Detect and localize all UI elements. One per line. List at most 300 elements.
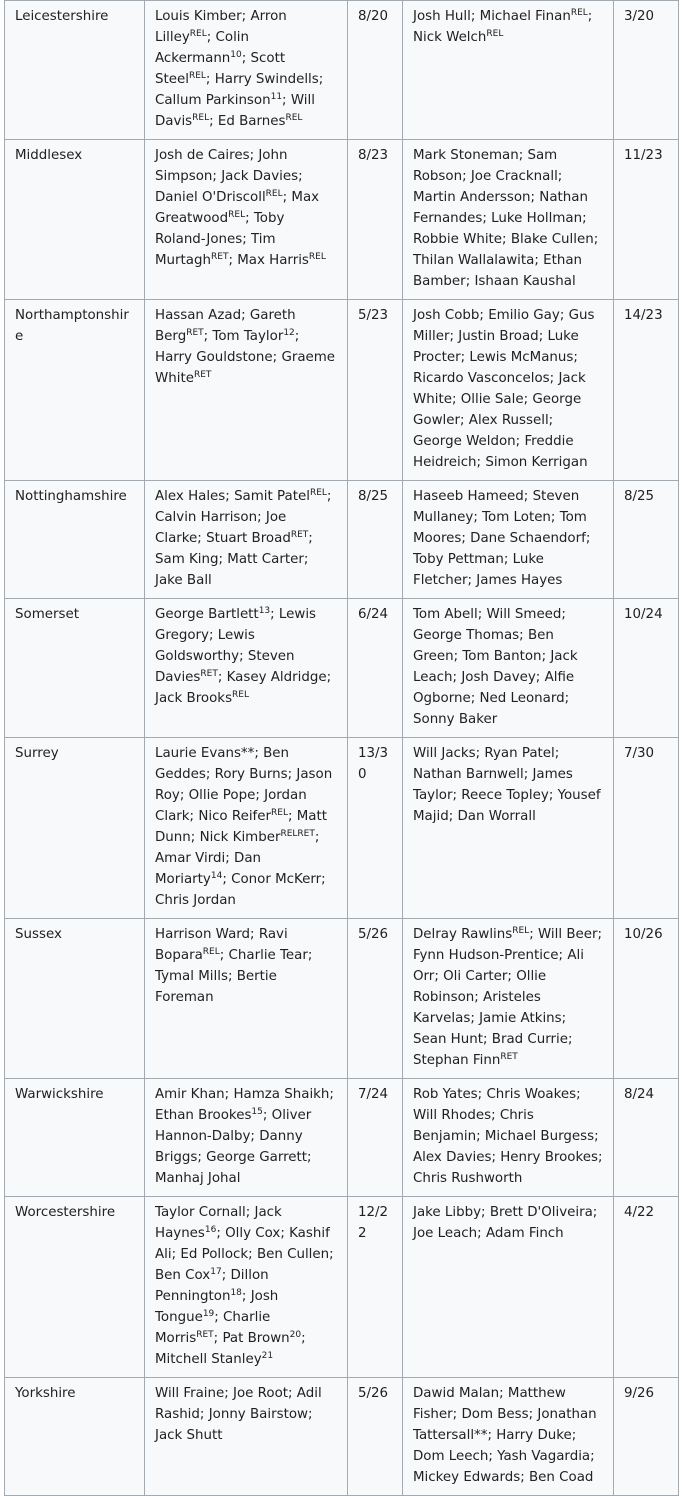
player-name: Tom Abell [413, 607, 478, 622]
separator: ; [241, 51, 251, 66]
player-name: Will Fraine [155, 1386, 225, 1401]
separator: ; [434, 969, 444, 984]
player-name: Josh Davey [461, 670, 536, 685]
table-row [5, 481, 679, 599]
player-name: Josh Cobb [413, 308, 480, 323]
out-count-cell: 11/23 [614, 140, 679, 300]
player-name: Yash Vagardia [497, 1449, 591, 1464]
separator: ; [329, 1247, 334, 1262]
separator: ; [228, 253, 238, 268]
table-row [5, 1197, 679, 1378]
players-in-cell [145, 1378, 348, 1496]
separator: ; [189, 809, 199, 824]
player-name: Luke Fletcher [413, 552, 544, 588]
players-in-cell [145, 599, 348, 738]
separator: ; [541, 649, 551, 664]
player-note: REL [202, 947, 220, 957]
separator: ; [487, 1428, 497, 1443]
separator: ; [538, 329, 548, 344]
player-name: Tom Moores [413, 510, 587, 546]
out-count-cell: 10/24 [614, 599, 679, 738]
separator: ; [326, 489, 332, 504]
player-note: REL [308, 252, 326, 262]
separator: ; [548, 788, 558, 803]
players-in-cell [145, 738, 348, 919]
player-note: 18 [230, 1288, 242, 1298]
player-name: Taylor Cornall [155, 1205, 246, 1220]
player-name: Ryan Patel [484, 746, 555, 761]
separator: ; [561, 1011, 567, 1026]
player-name: George Bartlett [155, 607, 259, 622]
separator: ; [448, 809, 458, 824]
players-in-cell [145, 300, 348, 481]
table-row [5, 1, 679, 140]
players-out-cell [403, 1197, 614, 1378]
player-name: Dan Moriarty [155, 851, 262, 887]
in-count-cell: 5/26 [348, 919, 403, 1079]
separator: ; [239, 649, 248, 664]
player-name: Josh de Caires [155, 148, 250, 163]
player-name: Michael Finan [479, 9, 571, 24]
out-count-cell: 3/20 [614, 1, 679, 140]
separator: ; [460, 413, 469, 428]
player-name: Danny Briggs [155, 1129, 303, 1165]
separator: ; [597, 927, 603, 942]
player-name: Ishaan Kaushal [474, 274, 576, 289]
player-note: REL [232, 690, 250, 700]
player-name: Will Beer [537, 927, 598, 942]
player-name: Steven Mullaney [413, 489, 580, 525]
player-note: 14 [210, 871, 223, 881]
players-out-cell [403, 919, 614, 1079]
player-name: Luke Procter [413, 329, 579, 365]
player-name: Dom Bess [461, 1407, 529, 1422]
player-name: Tim Murtagh [155, 232, 276, 268]
separator: ; [554, 746, 560, 761]
player-name: Rory Burns [214, 767, 288, 782]
separator: ; [477, 1226, 486, 1241]
separator: ; [453, 649, 463, 664]
separator: ; [479, 308, 489, 323]
county-cell: Warwickshire [5, 1079, 145, 1197]
player-name: Ali Orr [413, 948, 584, 984]
separator: ; [208, 628, 218, 643]
separator: ; [307, 948, 313, 963]
player-note: RET [290, 530, 309, 540]
separator: ; [470, 1011, 480, 1026]
separator: ; [217, 670, 227, 685]
separator: ; [593, 232, 599, 247]
separator: ; [307, 1407, 313, 1422]
player-name: Robbie White [413, 232, 503, 247]
player-name: Graeme White [155, 350, 336, 386]
player-name: Brett D'Oliveira [489, 1205, 593, 1220]
player-name: George Gowler [413, 392, 582, 428]
county-cell: Yorkshire [5, 1378, 145, 1496]
player-name: Toby Pettman [413, 552, 504, 567]
player-note: RET [193, 370, 212, 380]
player-name: Daniel O'Driscoll [155, 190, 266, 205]
out-count-cell: 8/24 [614, 1079, 679, 1197]
player-name: Jack Brooks [155, 691, 233, 706]
player-name: Alex Russell [468, 413, 549, 428]
county-cell: Somerset [5, 599, 145, 738]
player-note: REL [265, 189, 283, 199]
separator: ; [518, 148, 528, 163]
players-out-cell [403, 599, 614, 738]
separator: ; [451, 392, 461, 407]
player-name: Chris Woakes [486, 1087, 577, 1102]
player-name: Hassan Azad [155, 308, 242, 323]
separator: ; [594, 1129, 599, 1144]
player-note: REL [228, 210, 246, 220]
player-name: Jack Haynes [155, 1205, 282, 1241]
in-count-cell: 13/30 [348, 738, 403, 919]
separator: ; [245, 1205, 255, 1220]
player-name: Ethan Bamber [413, 253, 583, 289]
player-name: Pat Brown [222, 1331, 290, 1346]
separator: ; [225, 489, 235, 504]
county-cell: Northamptonshire [5, 300, 145, 481]
player-name: Jonathan Tattersall** [413, 1407, 597, 1443]
player-name: Josh Hull [413, 9, 471, 24]
player-note: REL [309, 488, 327, 498]
player-name: Michael Burgess [484, 1129, 595, 1144]
players-in-cell [145, 1197, 348, 1378]
player-name: Joe Root [233, 1386, 289, 1401]
player-name: Chris Jordan [155, 893, 236, 908]
player-name: Joe Clarke [155, 510, 287, 546]
player-note: REL [486, 29, 504, 39]
player-note: 17 [210, 1267, 222, 1277]
in-count-cell: 7/24 [348, 1079, 403, 1197]
separator: ; [535, 670, 545, 685]
player-name: Harry Swindells [214, 72, 319, 87]
player-name: Laurie Evans** [155, 746, 255, 761]
table-row [5, 738, 679, 919]
separator: ; [460, 350, 470, 365]
player-name: Colin Ackermann [155, 30, 250, 66]
separator: ; [216, 1226, 226, 1241]
player-name: Freddie Heidreich [413, 434, 574, 470]
player-name: Ollie Pope [188, 788, 256, 803]
player-name: Olly Cox [225, 1226, 281, 1241]
separator: ; [282, 93, 291, 108]
player-note: 21 [261, 1351, 274, 1361]
player-name: Sean Hunt [413, 1032, 483, 1047]
player-name: Jamie Atkins [479, 1011, 562, 1026]
player-name: Nick Kimber [199, 830, 281, 845]
separator: ; [245, 211, 254, 226]
player-name: Ethan Brookes [155, 1108, 252, 1123]
player-name: Dawid Malan [413, 1386, 500, 1401]
player-name: James Hayes [476, 573, 563, 588]
separator: ; [491, 1150, 501, 1165]
player-name: Jason Roy [155, 767, 333, 803]
player-name: Lewis Gregory [155, 607, 317, 643]
players-out-cell [403, 1079, 614, 1197]
players-in-cell [145, 481, 348, 599]
separator: ; [241, 9, 251, 24]
separator: ; [585, 531, 591, 546]
player-name: Will Jacks [413, 746, 476, 761]
separator: ; [491, 1108, 500, 1123]
player-name: George Thomas [413, 628, 520, 643]
separator: ; [590, 1449, 595, 1464]
player-name: Chris Benjamin [413, 1108, 534, 1144]
in-count-cell: 6/24 [348, 599, 403, 738]
player-name: Oliver Hannon-Dalby [155, 1108, 312, 1144]
player-name: Josh Tongue [155, 1289, 279, 1325]
player-name: Manhaj Johal [155, 1171, 241, 1186]
player-name: Harrison Ward [155, 927, 251, 942]
separator: ; [270, 607, 279, 622]
separator: ; [529, 927, 538, 942]
county-cell: Nottinghamshire [5, 481, 145, 599]
separator: ; [475, 746, 485, 761]
player-name: Ben Coad [528, 1470, 594, 1485]
separator: ; [197, 1150, 207, 1165]
separator: ; [205, 72, 215, 87]
separator: ; [462, 169, 471, 184]
player-name: Lewis McManus [469, 350, 574, 365]
player-name: Nico Reifer [198, 809, 271, 824]
player-note: REL [192, 113, 210, 123]
player-name: Delray Rawlins [413, 927, 513, 942]
player-name: Alex Hales [155, 489, 226, 504]
separator: ; [507, 969, 517, 984]
player-name: Tom Taylor [212, 329, 284, 344]
separator: ; [523, 767, 533, 782]
separator: ; [477, 607, 487, 622]
player-name: Max Greatwood [155, 190, 320, 226]
player-name: Gareth Berg [155, 308, 296, 344]
player-name: Ben Cox [155, 1268, 211, 1283]
separator: ; [190, 830, 200, 845]
separator: ; [549, 371, 559, 386]
separator: ; [287, 767, 297, 782]
separator: ; [307, 1150, 312, 1165]
separator: ; [449, 329, 459, 344]
player-name: Harry Gouldstone [155, 350, 273, 365]
out-count-cell: 14/23 [614, 300, 679, 481]
players-out-cell [403, 140, 614, 300]
player-note: RET [500, 1052, 518, 1062]
player-name: Fynn Hudson-Prentice [413, 948, 559, 963]
separator: ; [482, 211, 492, 226]
table-row [5, 300, 679, 481]
table-row [5, 1378, 679, 1496]
out-count-cell: 9/26 [614, 1378, 679, 1496]
player-name: Nathan Barnwell [413, 767, 524, 782]
separator: ; [559, 308, 569, 323]
player-name: Matt Carter [227, 552, 304, 567]
separator: ; [598, 1150, 603, 1165]
out-count-cell: 4/22 [614, 1197, 679, 1378]
separator: ; [248, 1247, 257, 1262]
separator: ; [548, 413, 554, 428]
player-note: 10 [230, 50, 242, 60]
player-name: Max Harris [237, 253, 309, 268]
separator: ; [528, 1407, 538, 1422]
separator: ; [519, 628, 528, 643]
county-cell: Surrey [5, 738, 145, 919]
players-out-cell [403, 481, 614, 599]
separator: ; [465, 274, 475, 289]
separator: ; [241, 1289, 251, 1304]
in-count-cell: 8/20 [348, 1, 403, 140]
player-name: Ben Green [413, 628, 554, 664]
separator: ; [227, 969, 237, 984]
in-count-cell: 5/23 [348, 300, 403, 481]
player-name: Chris Rushworth [413, 1171, 523, 1186]
separator: ; [326, 670, 332, 685]
county-squad-table [4, 0, 679, 1496]
table-body [5, 1, 679, 1496]
player-name: Arron Lilley [155, 9, 287, 45]
separator: ; [470, 691, 480, 706]
separator: ; [452, 670, 462, 685]
player-note: RET [186, 328, 204, 338]
separator: ; [288, 1386, 297, 1401]
player-note: REL [512, 926, 530, 936]
player-name: Thilan Wallalawita [413, 253, 535, 268]
player-note: RET [211, 252, 229, 262]
separator: ; [250, 927, 259, 942]
player-name: Will Rhodes [413, 1108, 492, 1123]
player-name: Tymal Mills [155, 969, 228, 984]
player-note: RET [200, 669, 218, 679]
separator: ; [287, 809, 297, 824]
player-name: Will Davis [155, 93, 315, 129]
county-cell: Middlesex [5, 140, 145, 300]
player-name: Aristeles Karvelas [413, 990, 541, 1026]
player-name: Simon Kerrigan [485, 455, 588, 470]
separator: ; [530, 190, 540, 205]
player-name: Haseeb Hameed [413, 489, 524, 504]
player-name: Mickey Edwards [413, 1470, 521, 1485]
county-cell: Worcestershire [5, 1197, 145, 1378]
separator: ; [523, 489, 533, 504]
players-out-cell [403, 738, 614, 919]
separator: ; [197, 531, 207, 546]
separator: ; [272, 350, 282, 365]
player-name: Nick Welch [413, 30, 487, 45]
separator: ; [534, 253, 544, 268]
separator: ; [219, 948, 229, 963]
player-name: Tom Loten [482, 510, 551, 525]
player-name: Luke Hollman [491, 211, 583, 226]
separator: ; [209, 114, 218, 129]
player-name: Mark Stoneman [413, 148, 519, 163]
separator: ; [476, 1129, 485, 1144]
players-in-cell [145, 1079, 348, 1197]
separator: ; [474, 990, 484, 1005]
separator: ; [520, 1470, 529, 1485]
player-name: Louis Kimber [155, 9, 242, 24]
separator: ; [225, 851, 235, 866]
player-name: Dillon Pennington [155, 1268, 269, 1304]
player-note: REL [285, 113, 303, 123]
separator: ; [481, 1205, 490, 1220]
player-name: Joe Leach [413, 1226, 478, 1241]
in-count-cell: 8/25 [348, 481, 403, 599]
separator: ; [473, 510, 483, 525]
separator: ; [214, 1310, 224, 1325]
player-name: Dane Schaendorf [470, 531, 586, 546]
player-name: John Simpson [155, 148, 288, 184]
player-name: Jake Ball [155, 573, 212, 588]
table-row [5, 1079, 679, 1197]
player-name: Jack Shutt [155, 1428, 223, 1443]
player-name: Amir Khan [155, 1087, 225, 1102]
table-row [5, 599, 679, 738]
player-name: Ollie Sale [460, 392, 524, 407]
separator: ; [203, 329, 213, 344]
player-name: Kashif Ali [155, 1226, 330, 1262]
separator: ; [212, 169, 222, 184]
separator: ; [303, 552, 309, 567]
separator: ; [241, 308, 250, 323]
separator: ; [482, 1032, 492, 1047]
separator: ; [477, 1087, 487, 1102]
separator: ; [576, 1087, 581, 1102]
separator: ; [329, 1087, 334, 1102]
county-cell: Sussex [5, 919, 145, 1079]
player-note: 11 [270, 92, 283, 102]
county-cell: Leicestershire [5, 1, 145, 140]
player-note: REL [188, 71, 206, 81]
player-note: 13 [258, 606, 271, 616]
separator: ; [561, 607, 566, 622]
player-name: Sam King [155, 552, 219, 567]
players-out-cell [403, 300, 614, 481]
player-name: Emilio Gay [488, 308, 560, 323]
player-name: Ollie Robinson [413, 969, 547, 1005]
player-name: Blake Cullen [510, 232, 594, 247]
player-note: REL [570, 8, 588, 18]
player-name: Samit Patel [234, 489, 310, 504]
separator: ; [199, 1407, 209, 1422]
separator: ; [550, 510, 560, 525]
player-name: Jake Libby [413, 1205, 482, 1220]
separator: ; [452, 788, 462, 803]
table-row [5, 140, 679, 300]
player-name: Oli Carter [443, 969, 508, 984]
player-note: RELRET [280, 829, 315, 839]
player-note: 20 [289, 1330, 302, 1340]
separator: ; [206, 30, 216, 45]
player-name: Ricardo Vasconcelos [413, 371, 550, 386]
player-name: Matt Dunn [155, 809, 328, 845]
player-name: George Garrett [206, 1150, 308, 1165]
player-name: Sam Robson [413, 148, 558, 184]
player-name: Jack Leach [413, 649, 578, 685]
player-note: 15 [251, 1107, 263, 1117]
separator: ; [221, 1268, 231, 1283]
out-count-cell: 8/25 [614, 481, 679, 599]
separator: ; [171, 1247, 181, 1262]
separator: ; [467, 573, 477, 588]
separator: ; [242, 232, 252, 247]
player-name: Tom Banton [462, 649, 542, 664]
separator: ; [255, 788, 265, 803]
player-name: Ed Pollock [180, 1247, 249, 1262]
separator: ; [470, 9, 480, 24]
separator: ; [571, 1428, 577, 1443]
player-name: Justin Broad [458, 329, 539, 344]
player-name: Stuart Broad [206, 531, 291, 546]
